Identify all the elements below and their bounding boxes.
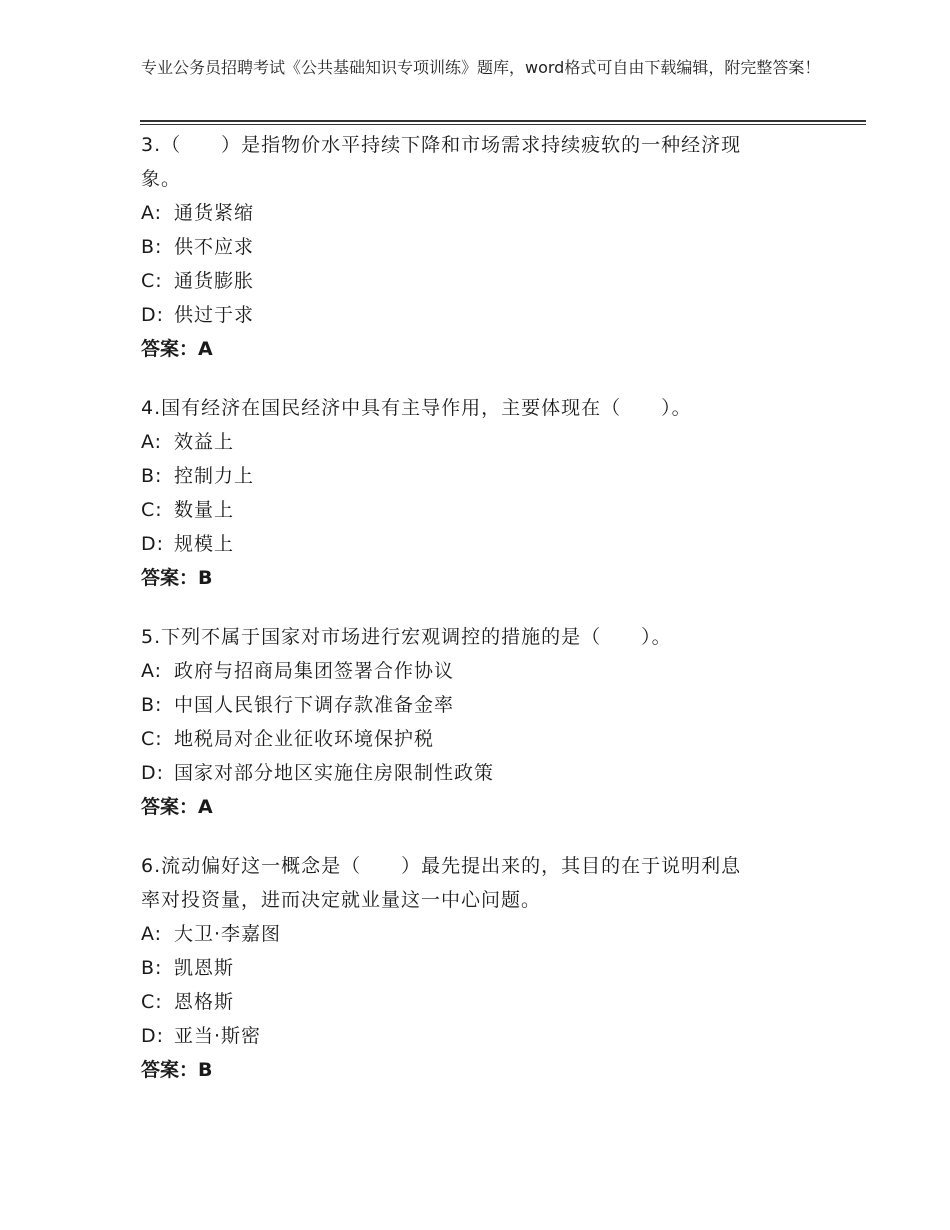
option-letter: C: xyxy=(141,728,163,750)
option-d xyxy=(141,527,831,561)
question-stem-line1: 5.下列不属于国家对市场进行宏观调控的措施的是（ ）。 xyxy=(141,626,672,648)
option-text: 地税局对企业征收环境保护税 xyxy=(174,728,435,750)
option-letter: A: xyxy=(141,660,163,682)
answer-label: 答案：B xyxy=(141,567,213,589)
option-d xyxy=(141,756,831,790)
option-a xyxy=(141,654,831,688)
option-text: 通货紧缩 xyxy=(174,202,255,224)
question-stem-line1: 4.国有经济在国民经济中具有主导作用，主要体现在（ ）。 xyxy=(141,397,692,419)
option-c xyxy=(141,264,831,298)
option-d xyxy=(141,298,831,332)
option-text: 控制力上 xyxy=(174,465,255,487)
option-text: 供不应求 xyxy=(174,236,255,258)
option-text: 大卫·李嘉图 xyxy=(174,923,282,945)
answer-label: 答案：B xyxy=(141,1059,213,1081)
option-text: 供过于求 xyxy=(174,304,255,326)
option-c xyxy=(141,985,831,1019)
question-stem-line2: 象。 xyxy=(141,168,182,190)
option-text: 效益上 xyxy=(174,431,235,453)
option-letter: B: xyxy=(141,236,163,258)
option-text: 规模上 xyxy=(174,533,235,555)
option-letter: C: xyxy=(141,991,163,1013)
answer-label: 答案：A xyxy=(141,338,213,360)
option-letter: D: xyxy=(141,533,165,555)
option-letter: D: xyxy=(141,762,165,784)
option-text: 政府与招商局集团签署合作协议 xyxy=(174,660,455,682)
option-c xyxy=(141,722,831,756)
option-letter: B: xyxy=(141,465,163,487)
option-letter: B: xyxy=(141,694,163,716)
document-header: 专业公务员招聘考试《公共基础知识专项训练》题库，word格式可自由下载编辑，附完整答案！ xyxy=(141,58,821,77)
option-letter: B: xyxy=(141,957,163,979)
option-text: 国家对部分地区实施住房限制性政策 xyxy=(174,762,495,784)
option-letter: D: xyxy=(141,304,165,326)
question-stem-line2: 率对投资量，进而决定就业量这一中心问题。 xyxy=(141,889,542,911)
option-letter: C: xyxy=(141,499,163,521)
option-a xyxy=(141,425,831,459)
header-divider-thin xyxy=(140,124,866,125)
question-5 xyxy=(141,620,831,824)
question-stem-line1: 6.流动偏好这一概念是（ ）最先提出来的，其目的在于说明利息 xyxy=(141,855,742,877)
option-b xyxy=(141,230,831,264)
option-letter: A: xyxy=(141,923,163,945)
option-a xyxy=(141,196,831,230)
option-text: 凯恩斯 xyxy=(174,957,235,979)
option-letter: C: xyxy=(141,270,163,292)
option-text: 通货膨胀 xyxy=(174,270,255,292)
option-text: 亚当·斯密 xyxy=(174,1025,262,1047)
option-text: 数量上 xyxy=(174,499,235,521)
option-text: 中国人民银行下调存款准备金率 xyxy=(174,694,455,716)
option-b xyxy=(141,951,831,985)
option-letter: A: xyxy=(141,202,163,224)
option-text: 恩格斯 xyxy=(174,991,235,1013)
option-b xyxy=(141,459,831,493)
header-divider-thick xyxy=(140,120,866,122)
option-a xyxy=(141,917,831,951)
option-b xyxy=(141,688,831,722)
question-3 xyxy=(141,128,831,366)
question-4 xyxy=(141,391,831,595)
answer-label: 答案：A xyxy=(141,796,213,818)
option-c xyxy=(141,493,831,527)
question-list xyxy=(141,128,831,1112)
option-d xyxy=(141,1019,831,1053)
option-letter: D: xyxy=(141,1025,165,1047)
question-stem-line1: 3.（ ）是指物价水平持续下降和市场需求持续疲软的一种经济现 xyxy=(141,134,742,156)
option-letter: A: xyxy=(141,431,163,453)
question-6 xyxy=(141,849,831,1087)
